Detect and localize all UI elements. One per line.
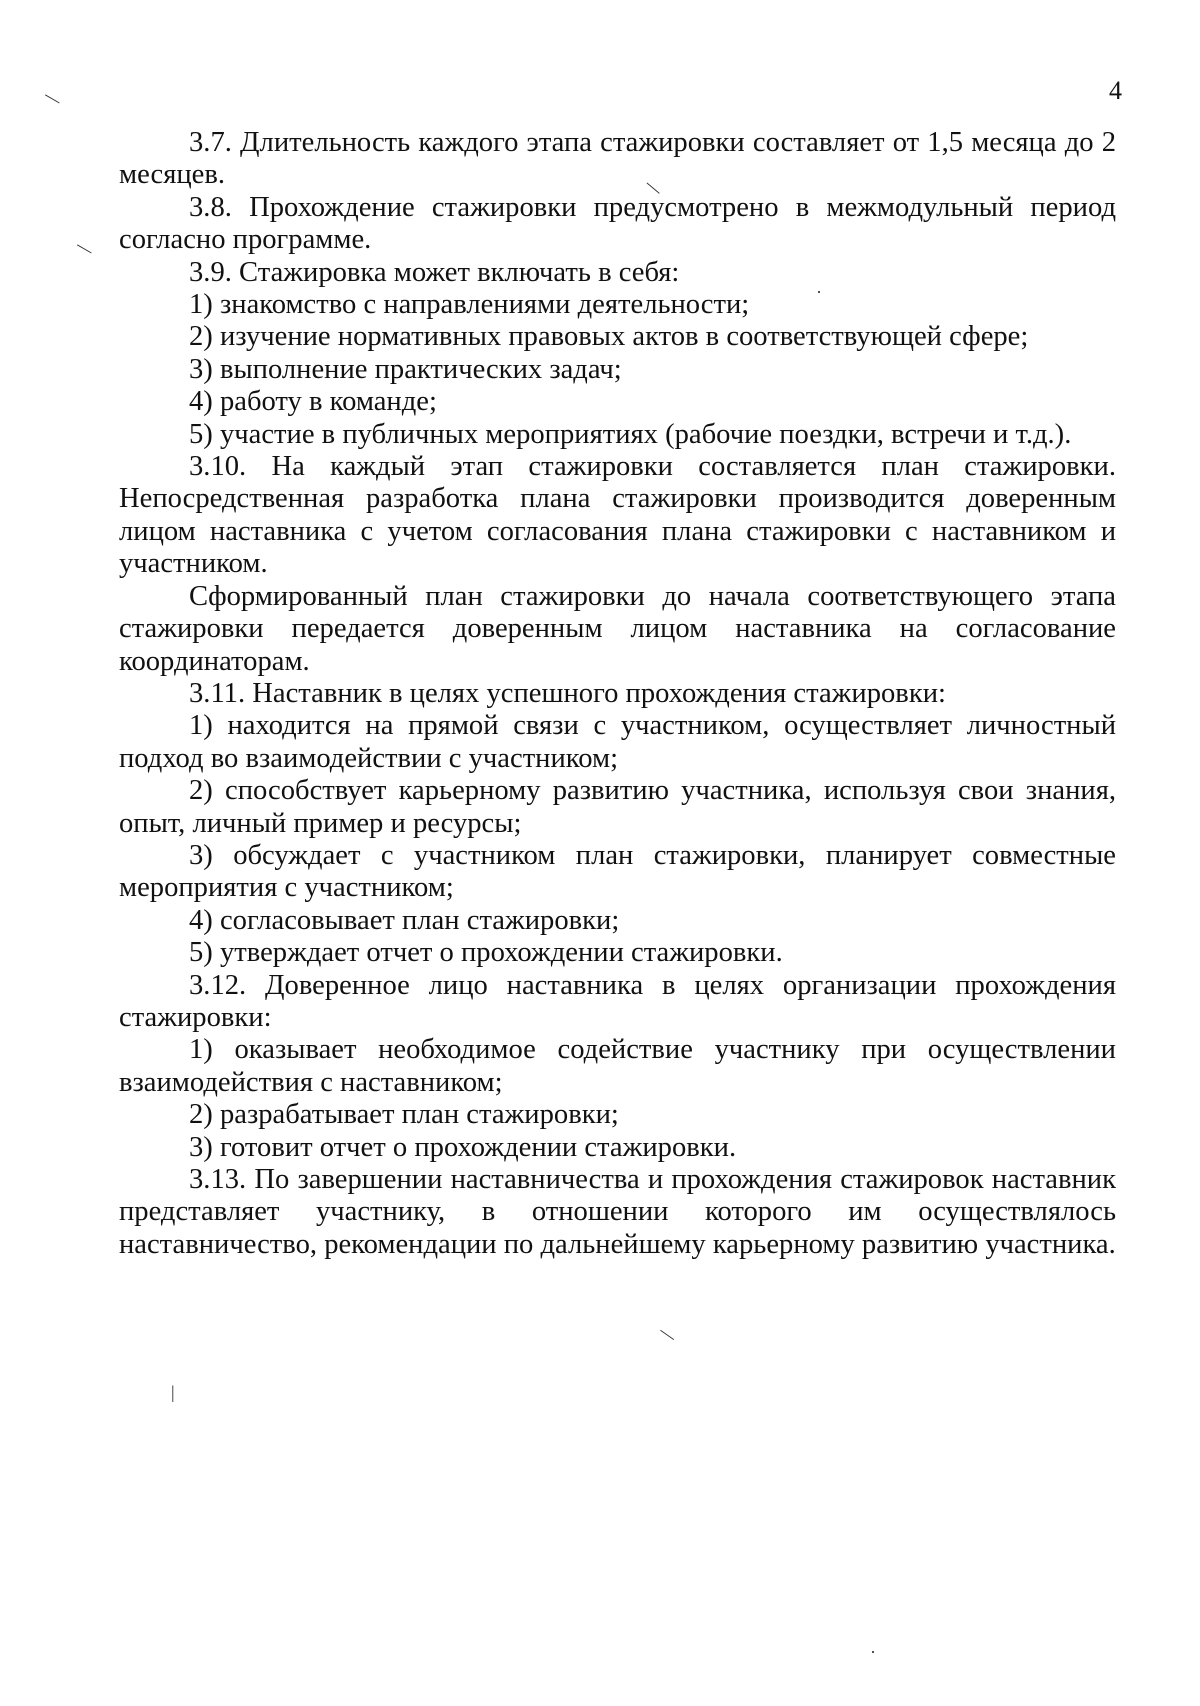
- list-item-3-9-2: 2) изучение нормативных правовых актов в соответствующей сфере;: [189, 321, 1029, 353]
- scan-mark: |: [73, 241, 93, 255]
- scan-mark: |: [171, 1382, 175, 1402]
- paragraph-3-10: 3.10. На каждый этап стажировки составляется план стажировки. Непосредственная разработка плана стажировки производится доверенным лицом наставника с учетом согласования плана стажировки с наставником и участником.: [119, 451, 1116, 580]
- list-item-3-9-5: 5) участие в публичных мероприятиях (рабочие поездки, встречи и т.д.).: [189, 418, 1072, 450]
- list-item-3-12-1: 1) оказывает необходимое содействие участнику при осуществлении взаимодействия с наставником;: [119, 1034, 1116, 1098]
- list-item-3-9-1: 1) знакомство с направлениями деятельности;: [189, 289, 750, 321]
- list-item-3-9-3: 3) выполнение практических задач;: [189, 353, 622, 385]
- list-item-3-9-4: 4) работу в команде;: [189, 386, 437, 418]
- list-item-3-11-1: 1) находится на прямой связи с участником, осуществляет личностный подход во взаимодействии с участником;: [119, 710, 1116, 774]
- paragraph-3-9: 3.9. Стажировка может включать в себя:: [189, 256, 680, 288]
- list-item-3-11-3: 3) обсуждает с участником план стажировки, планирует совместные мероприятия с участником;: [119, 839, 1116, 904]
- list-item-3-11-2: 2) способствует карьерному развитию участника, используя свои знания, опыт, личный пример и ресурсы;: [119, 775, 1116, 839]
- scan-mark: ·: [816, 282, 822, 302]
- paragraph-3-12: 3.12. Доверенное лицо наставника в целях организации прохождения стажировки:: [119, 969, 1116, 1033]
- list-item-3-12-2: 2) разрабатывает план стажировки;: [189, 1099, 619, 1131]
- paragraph-3-11: 3.11. Наставник в целях успешного прохождения стажировки:: [189, 677, 946, 709]
- list-item-3-11-5: 5) утверждает отчет о прохождении стажировки.: [189, 937, 783, 969]
- list-item-3-11-4: 4) согласовывает план стажировки;: [189, 904, 620, 936]
- paragraph-3-8: 3.8. Прохождение стажировки предусмотрено в межмодульный период согласно программе.: [119, 191, 1116, 256]
- scan-mark: |: [642, 179, 661, 195]
- paragraph-3-10-continued: Сформированный план стажировки до начала соответствующего этапа стажировки передается доверенным лицом наставника на согласование координаторам.: [119, 580, 1116, 677]
- list-item-3-12-3: 3) готовит отчет о прохождении стажировки.: [189, 1131, 737, 1163]
- paragraph-3-13: 3.13. По завершении наставничества и прохождения стажировок наставник представляет участнику, в отношении которого им осуществлялось наставничество, рекомендации по дальнейшему карьерному развитию участника.: [119, 1164, 1116, 1260]
- document-body: [119, 127, 1116, 1261]
- paragraph-3-7: 3.7. Длительность каждого этапа стажировки составляет от 1,5 месяца до 2 месяцев.: [119, 127, 1116, 191]
- page-number: 4: [1109, 76, 1122, 105]
- scan-mark: |: [41, 91, 61, 105]
- scan-mark: ·: [870, 1642, 876, 1662]
- scan-mark: |: [656, 1326, 676, 1342]
